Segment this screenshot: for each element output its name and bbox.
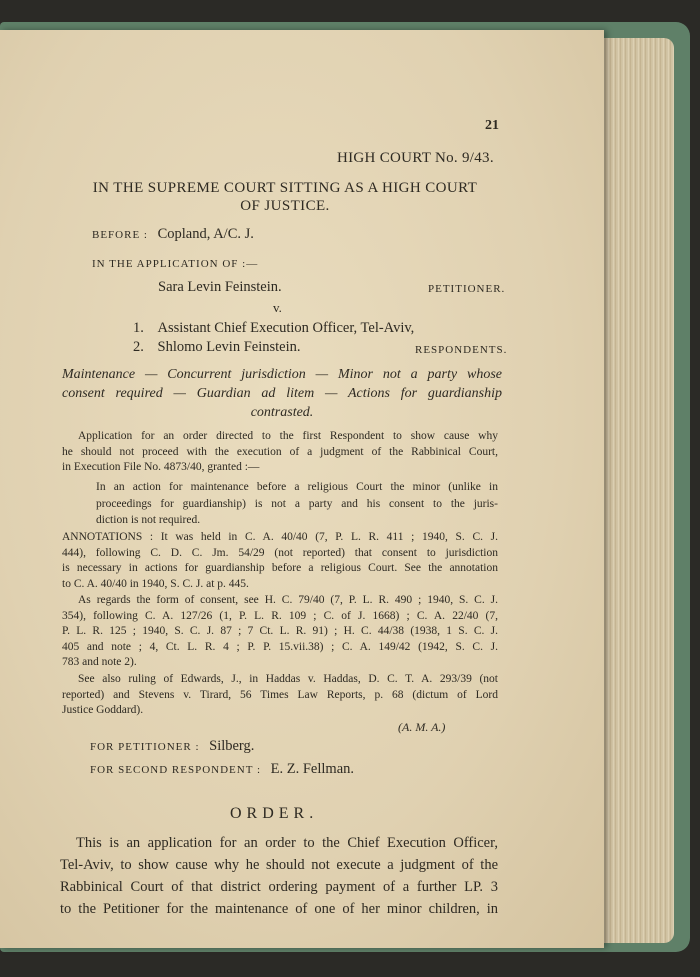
order-line: This is an application for an order to the Chief Execution Officer, bbox=[76, 835, 498, 851]
consent-line: 354), following C. A. 127/26 (1, P. L. R. 109 ; C. of J. 1668) ; C. A. 22/40 (7, bbox=[62, 609, 498, 622]
holding-line: diction is not required. bbox=[96, 514, 201, 526]
headnote-line: consent required — Guardian ad litem — Actions for guardianship bbox=[62, 386, 502, 401]
intro-line: he should not proceed with the execution of a judgment of the Rabbinical Court, bbox=[62, 445, 498, 458]
order-body bbox=[60, 832, 498, 920]
holding-paragraph bbox=[96, 479, 498, 529]
for-respondent-counsel: E. Z. Fellman. bbox=[270, 761, 355, 777]
ruling-line: reported) and Stevens v. Tirard, 56 Times Law Reports, p. 68 (dictum of Lord bbox=[62, 688, 498, 701]
holding-line: In an action for maintenance before a religious Court the minor (unlike in bbox=[96, 481, 498, 493]
holding-line: proceedings for guardianship) is not a party and his consent to the juris- bbox=[96, 497, 498, 510]
for-respondent-row bbox=[90, 761, 354, 778]
for-petitioner-row bbox=[90, 738, 254, 755]
annotation-line: ANNOTATIONS : It was held in C. A. 40/40 (7, P. L. R. 411 ; 1940, S. C. J. bbox=[62, 531, 498, 543]
order-line: Rabbinical Court of that district ordering payment of a further LP. 3 bbox=[60, 879, 498, 895]
before-judge: Copland, A/C. J. bbox=[157, 226, 254, 242]
intro-line: in Execution File No. 4873/40, granted :— bbox=[62, 461, 260, 473]
before-label: BEFORE : bbox=[92, 229, 148, 241]
page-edges bbox=[592, 38, 674, 943]
headnote bbox=[62, 365, 502, 422]
for-petitioner-label: FOR PETITIONER : bbox=[90, 741, 200, 753]
consent-line: As regards the form of consent, see H. C. 79/40 (7, P. L. R. 490 ; 1940, S. C. J. bbox=[78, 594, 498, 606]
order-heading: ORDER. bbox=[230, 805, 319, 822]
for-petitioner-counsel: Silberg. bbox=[209, 738, 255, 754]
consent-paragraph bbox=[62, 593, 498, 671]
order-line: Tel-Aviv, to show cause why he should not execute a judgment of the bbox=[60, 857, 498, 873]
initials: (A. M. A.) bbox=[398, 720, 446, 734]
ruling-paragraph bbox=[62, 672, 498, 719]
intro-line: Application for an order directed to the first Respondent to show cause why bbox=[78, 430, 498, 442]
respondent-number: 2. bbox=[133, 339, 144, 355]
case-number: HIGH COURT No. 9/43. bbox=[337, 150, 494, 166]
headnote-line: contrasted. bbox=[250, 405, 314, 420]
petitioner-label: PETITIONER. bbox=[428, 283, 506, 295]
annotation-line: is necessary in actions for guardianship before a religious Court. See the annotation bbox=[62, 562, 498, 574]
consent-line: P. L. R. 125 ; 1940, S. C. J. 87 ; 7 Ct. L. R. 91) ; H. C. 44/38 (1938, 1 S. C. J. bbox=[62, 625, 498, 637]
respondent-name: Shlomo Levin Feinstein. bbox=[157, 339, 301, 355]
intro-paragraph bbox=[62, 429, 498, 476]
versus: v. bbox=[273, 300, 282, 315]
respondents-label: RESPONDENTS. bbox=[415, 344, 508, 356]
respondent-number: 1. bbox=[133, 320, 144, 336]
page-number: 21 bbox=[485, 118, 499, 133]
before-row bbox=[92, 226, 254, 243]
respondent-1 bbox=[133, 320, 414, 337]
book-page bbox=[0, 30, 604, 948]
ruling-line: See also ruling of Edwards, J., in Haddas v. Haddas, D. C. T. A. 293/39 (not bbox=[78, 673, 498, 685]
order-line: to the Petitioner for the maintenance of one of her minor children, in bbox=[60, 901, 498, 917]
consent-line: 783 and note 2). bbox=[62, 656, 137, 668]
ruling-line: Justice Goddard). bbox=[62, 704, 144, 716]
application-label: IN THE APPLICATION OF :— bbox=[92, 258, 259, 270]
annotation-line: to C. A. 40/40 in 1940, S. C. J. at p. 445. bbox=[62, 577, 249, 590]
court-heading-line2: OF JUSTICE. bbox=[240, 198, 330, 214]
annotation-line: 444), following C. D. C. Jm. 54/29 (not reported) that consent to jurisdiction bbox=[62, 546, 498, 559]
court-heading-line1: IN THE SUPREME COURT SITTING AS A HIGH COURT bbox=[92, 180, 478, 196]
respondent-2 bbox=[133, 339, 300, 356]
annotations-paragraph bbox=[62, 530, 498, 592]
respondent-name: Assistant Chief Execution Officer, Tel-Aviv, bbox=[157, 320, 415, 336]
consent-line: 405 and note ; 4, Ct. L. R. 4 ; P. P. 15.vii.38) ; C. A. 149/42 (1942, S. C. J. bbox=[62, 640, 498, 653]
petitioner-name: Sara Levin Feinstein. bbox=[158, 279, 282, 295]
headnote-line: Maintenance — Concurrent jurisdiction — Minor not a party whose bbox=[62, 367, 502, 382]
for-respondent-label: FOR SECOND RESPONDENT : bbox=[90, 764, 262, 776]
